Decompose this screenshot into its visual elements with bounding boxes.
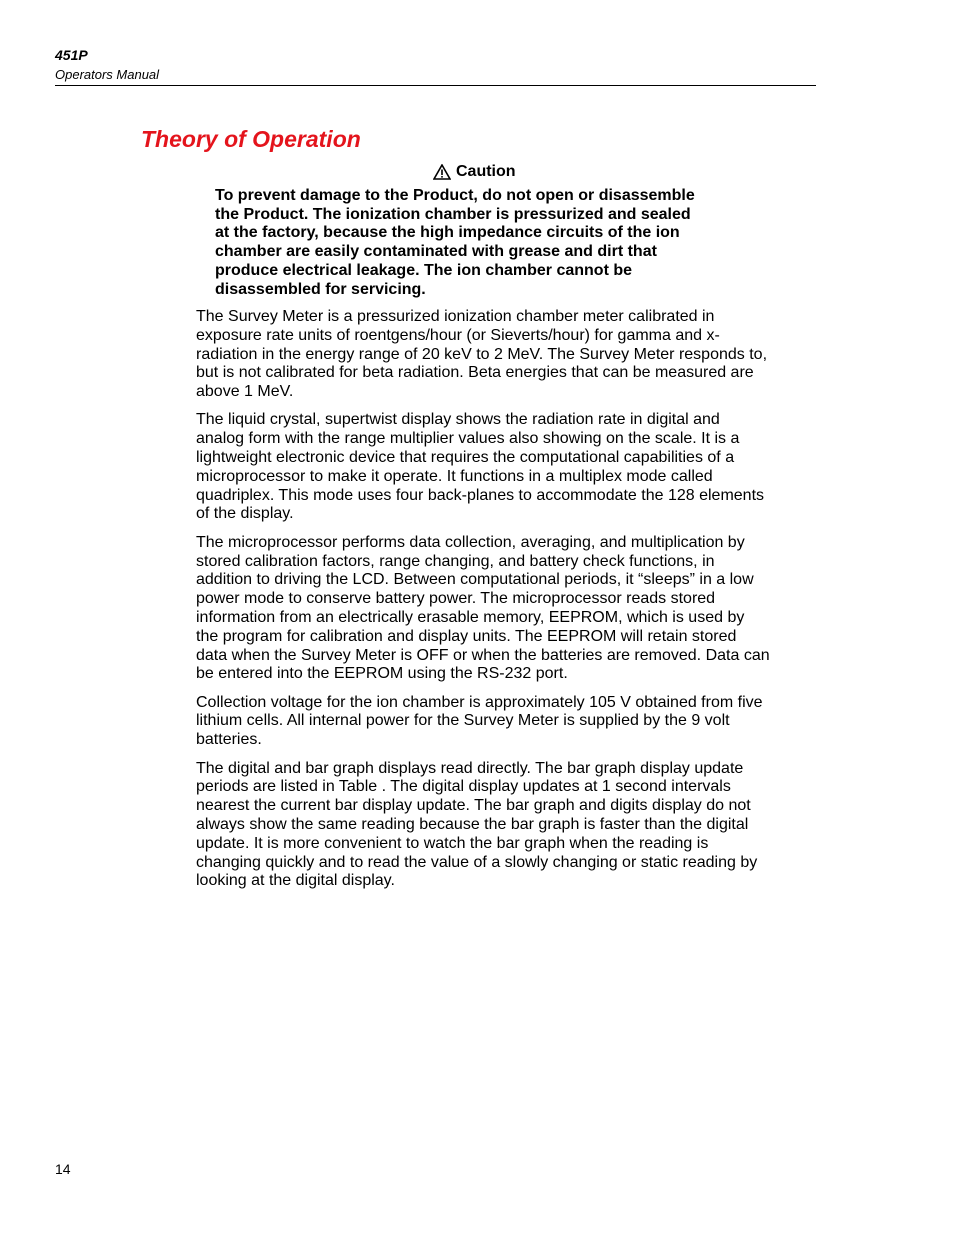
body-content — [196, 308, 816, 901]
page-number: 14 — [55, 1161, 71, 1177]
caution-heading — [433, 162, 516, 182]
paragraph-bar-graph: The digital and bar graph displays read directly. The bar graph display update periods are listed in Table . The digital display updates at 1 second intervals nearest the current bar display update. The bar graph and digits display do not always show the same reading because the bar graph is faster than the digital update. It is more convenient to watch the bar graph when the reading is changing quickly and to read the value of a slowly changing or static reading by looking at the digital display. — [196, 759, 758, 890]
warning-triangle-icon — [433, 164, 451, 180]
paragraph-collection-voltage: Collection voltage for the ion chamber is approximately 105 V obtained from five lithium cells. All internal power for the Survey Meter is supplied by the 9 volt batteries. — [196, 693, 763, 749]
paragraph-survey-meter: The Survey Meter is a pressurized ionization chamber meter calibrated in exposure rate units of roentgens/hour (or Sieverts/hour) for gamma and x- radiation in the energy range of 20 keV to 2 MeV. The Survey Meter responds to, but is not calibrated for beta radiation. Beta energies that can be measured are above 1 MeV. — [196, 308, 768, 401]
caution-text: To prevent damage to the Product, do not open or disassemble the Product. The ionization chamber is pressurized and sealed at the factory, because the high impedance circuits of the ion chamber are easily contaminated with grease and dirt that produce electrical leakage. The ion chamber cannot be disassembled for servicing. — [215, 187, 695, 298]
caution-label: Caution — [456, 163, 516, 180]
document-subtitle: Operators Manual — [55, 67, 160, 82]
header-divider — [55, 85, 816, 86]
section-title: Theory of Operation — [141, 126, 361, 152]
paragraph-display: The liquid crystal, supertwist display shows the radiation rate in digital and analog form with the range multiplier values also showing on the scale. It is a lightweight electronic device that requires the computational capabilities of a microprocessor to make it operate. It functions in a multiplex mode called quadriplex. This mode uses four back-planes to accommodate the 128 elements of the display. — [196, 411, 765, 523]
paragraph-microprocessor: The microprocessor performs data collection, averaging, and multiplication by stored calibration factors, range changing, and battery check functions, in addition to driving the LCD. Between computational periods, it “sleeps” in a low power mode to conserve battery power. The microprocessor reads stored information from an electrically erasable memory, EEPROM, which is used by the program for calibration and display units. The EEPROM will retain stored data when the Survey Meter is OFF or when the batteries are removed. Data can be entered into the EEPROM using the RS-232 port. — [196, 533, 770, 683]
document-model: 451P — [55, 47, 88, 63]
